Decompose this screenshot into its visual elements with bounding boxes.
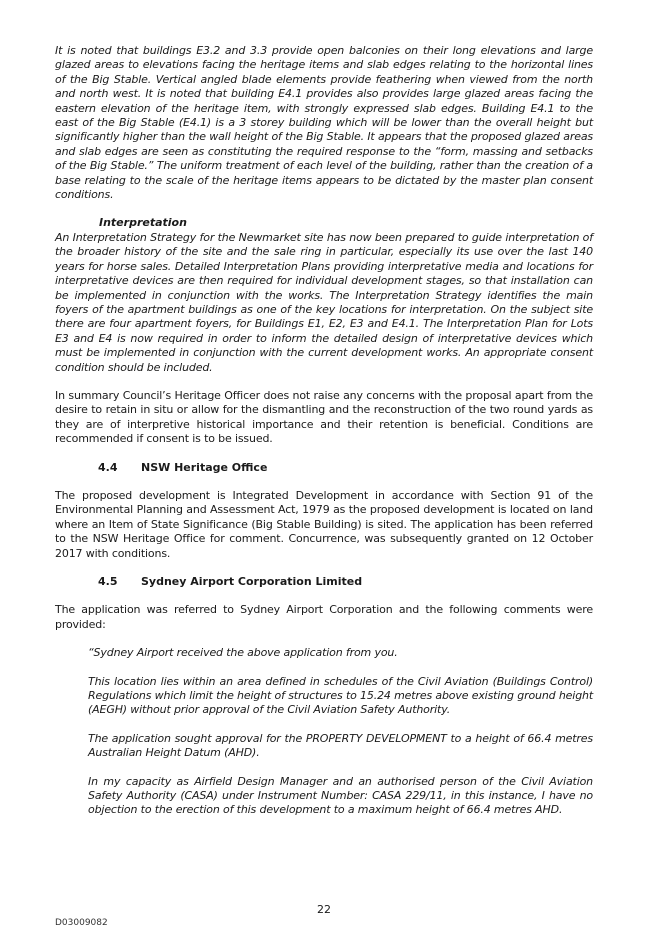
quote-paragraph: “Sydney Airport received the above application from you. xyxy=(88,646,398,660)
page-number: 22 xyxy=(317,903,331,916)
section-heading-4-4 xyxy=(98,461,593,475)
section-title: Sydney Airport Corporation Limited xyxy=(141,575,363,588)
section-number: 4.4 xyxy=(98,460,118,474)
section-number: 4.5 xyxy=(98,575,118,588)
quote-paragraph: The application sought approval for the PROPERTY DEVELOPMENT to a height of 66.4 metres Australian Height Datum (AHD). xyxy=(88,731,593,760)
section-4-5-body: The application was referred to Sydney Airport Corporation and the following comments were provided: xyxy=(55,603,593,631)
quote-paragraph: In my capacity as Airfield Design Manager and an authorised person of the Civil Aviation Safety Authority (CASA) under Instrument Number: CASA 229/11, in this instance, I have no objection to the erection of this development to a maximum height of 66.4 metres AHD. xyxy=(88,774,593,817)
section-4-4-body: The proposed development is Integrated Development in accordance with Section 91 of the Environmental Planning and Assessment Act, 1979 as the proposed development is located on land where an Item of State Significance (Big Stable Building) is sited. The application has been referred to the NSW Heritage Office for comment. Concurrence, was subsequently granted on 12 October 2017 with conditions. xyxy=(55,488,593,560)
interpretation-heading: Interpretation xyxy=(99,216,187,230)
document-page xyxy=(55,44,593,818)
heritage-paragraph: It is noted that buildings E3.2 and 3.3 provide open balconies on their long elevations and large glazed areas to elevations facing the heritage items and slab edges relating to the horizontal lines of the Big Stable. Vertical angled blade elements provide feathering when viewed from the north and north west. It is noted that building E4.1 provides also provides large glazed areas facing the eastern elevation of the heritage item, with strongly expressed slab edges. Building E4.1 to the east of the Big Stable (E4.1) is a 3 storey building which will be lower than the overall height but significantly higher than the wall height of the Big Stable. It appears that the proposed glazed areas and slab edges are seen as constituting the required response to the “form, massing and setbacks of the Big Stable.” The uniform treatment of each level of the building, rather than the creation of a base relating to the scale of the heritage items appears to be dictated by the master plan consent conditions. xyxy=(55,44,593,202)
summary-paragraph: In summary Council’s Heritage Officer does not raise any concerns with the proposal apart from the desire to retain in situ or allow for the dismantling and the reconstruction of the two round yards as they are of interpretive historical importance and their retention is beneficial. Conditions are recommended if consent is to be issued. xyxy=(55,388,593,446)
section-heading-4-5 xyxy=(98,575,593,589)
quote-paragraph: This location lies within an area defined in schedules of the Civil Aviation (Buildings Control) Regulations which limit the height of structures to 15.24 metres above existing ground height (AEGH) without prior approval of the Civil Aviation Safety Authority. xyxy=(88,674,594,717)
section-title: NSW Heritage Office xyxy=(141,460,268,474)
interpretation-paragraph: An Interpretation Strategy for the Newmarket site has now been prepared to guide interpretation of the broader history of the site and the sale ring in particular, especially its use over the last 140 years for horse sales. Detailed Interpretation Plans providing interpretative media and locations for interpretative devices are then required for individual development stages, so that installation can be implemented in conjunction with the works. The Interpretation Strategy identifies the main foyers of the apartment buildings as one of the key locations for interpretation. On the subject site there are four apartment foyers, for Buildings E1, E2, E3 and E4.1. The Interpretation Plan for Lots E3 and E4 is now required in order to inform the detailed design of interpretative devices which must be implemented in conjunction with the current development works. An appropriate consent condition should be included. xyxy=(55,230,593,374)
document-id: D03009082 xyxy=(55,918,108,928)
